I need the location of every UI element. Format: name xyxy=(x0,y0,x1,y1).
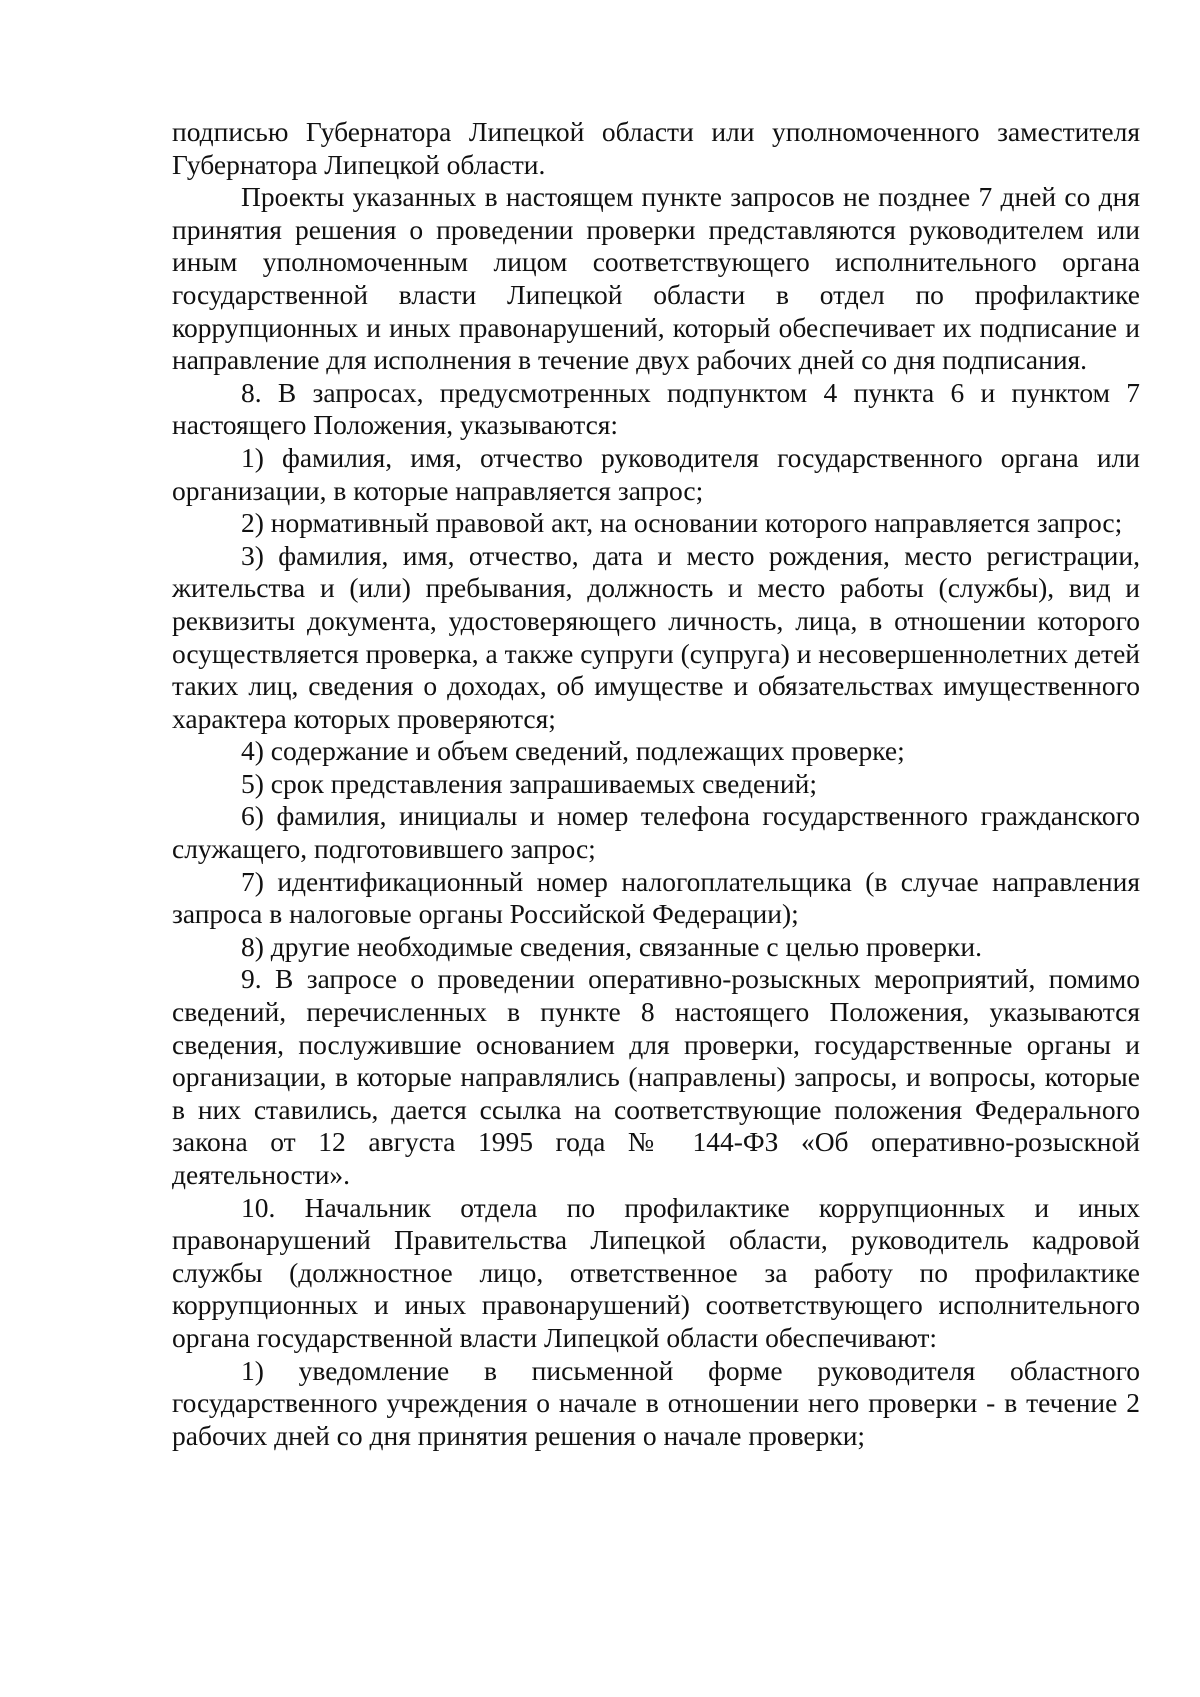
list-item-8-5: 5) срок представления запрашиваемых сведений; xyxy=(241,767,817,799)
paragraph-item-10: 10. Начальник отдела по профилактике коррупционных и иных правонарушений Правительства Липецкой области, руководитель кадровой службы (должностное лицо, ответственное за работу по профилактике коррупционных и иных правонарушений) соответствующего исполнительного органа государственной власти Липецкой области обеспечивают: xyxy=(172,1191,1140,1353)
list-item-8-3: 3) фамилия, имя, отчество, дата и место рождения, место регистрации, жительства и (или) пребывания, должность и место работы (службы), вид и реквизиты документа, удостоверяющего личность, лица, в отношении которого осуществляется проверка, а также супруги (супруга) и несовершеннолетних детей таких лиц, сведения о доходах, об имуществе и обязательствах имущественного характера которых проверяются; xyxy=(172,539,1140,734)
paragraph-item-9: 9. В запросе о проведении оперативно-розыскных мероприятий, помимо сведений, перечисленных в пункте 8 настоящего Положения, указываются сведения, послужившие основанием для проверки, государственные органы и организации, в которые направлялись (направлены) запросы, и вопросы, которые в них ставились, дается ссылка на соответствующие положения Федерального закона от 12 августа 1995 года № 144-ФЗ «Об оперативно-розыскной деятельности». xyxy=(172,963,1140,1190)
list-item-8-2: 2) нормативный правовой акт, на основании которого направляется запрос; xyxy=(241,507,1123,539)
paragraph-draft-requests: Проекты указанных в настоящем пункте запросов не позднее 7 дней со дня принятия решения о проведении проверки представляются руководителем или иным уполномоченным лицом соответствующего исполнительного органа государственной власти Липецкой области в отдел по профилактике коррупционных и иных правонарушений, который обеспечивает их подписание и направление для исполнения в течение двух рабочих дней со дня подписания. xyxy=(172,181,1140,376)
list-item-8-4: 4) содержание и объем сведений, подлежащих проверке; xyxy=(241,735,905,767)
paragraph-signature-continuation: подписью Губернатора Липецкой области или уполномоченного заместителя Губернатора Липецкой области. xyxy=(172,116,1140,180)
list-item-8-7: 7) идентификационный номер налогоплательщика (в случае направления запроса в налоговые органы Российской Федерации); xyxy=(172,865,1140,930)
list-item-8-6: 6) фамилия, инициалы и номер телефона государственного гражданского служащего, подготовившего запрос; xyxy=(172,800,1140,865)
document-body xyxy=(172,116,1140,1452)
paragraph-item-8: 8. В запросах, предусмотренных подпунктом 4 пункта 6 и пунктом 7 настоящего Положения, указываются: xyxy=(172,376,1140,441)
list-item-10-1: 1) уведомление в письменной форме руководителя областного государственного учреждения о начале в отношении него проверки - в течение 2 рабочих дней со дня принятия решения о начале проверки; xyxy=(172,1354,1140,1451)
list-item-8-1: 1) фамилия, имя, отчество руководителя государственного органа или организации, в которые направляется запрос; xyxy=(172,441,1140,506)
list-item-8-8: 8) другие необходимые сведения, связанные с целью проверки. xyxy=(241,930,983,962)
